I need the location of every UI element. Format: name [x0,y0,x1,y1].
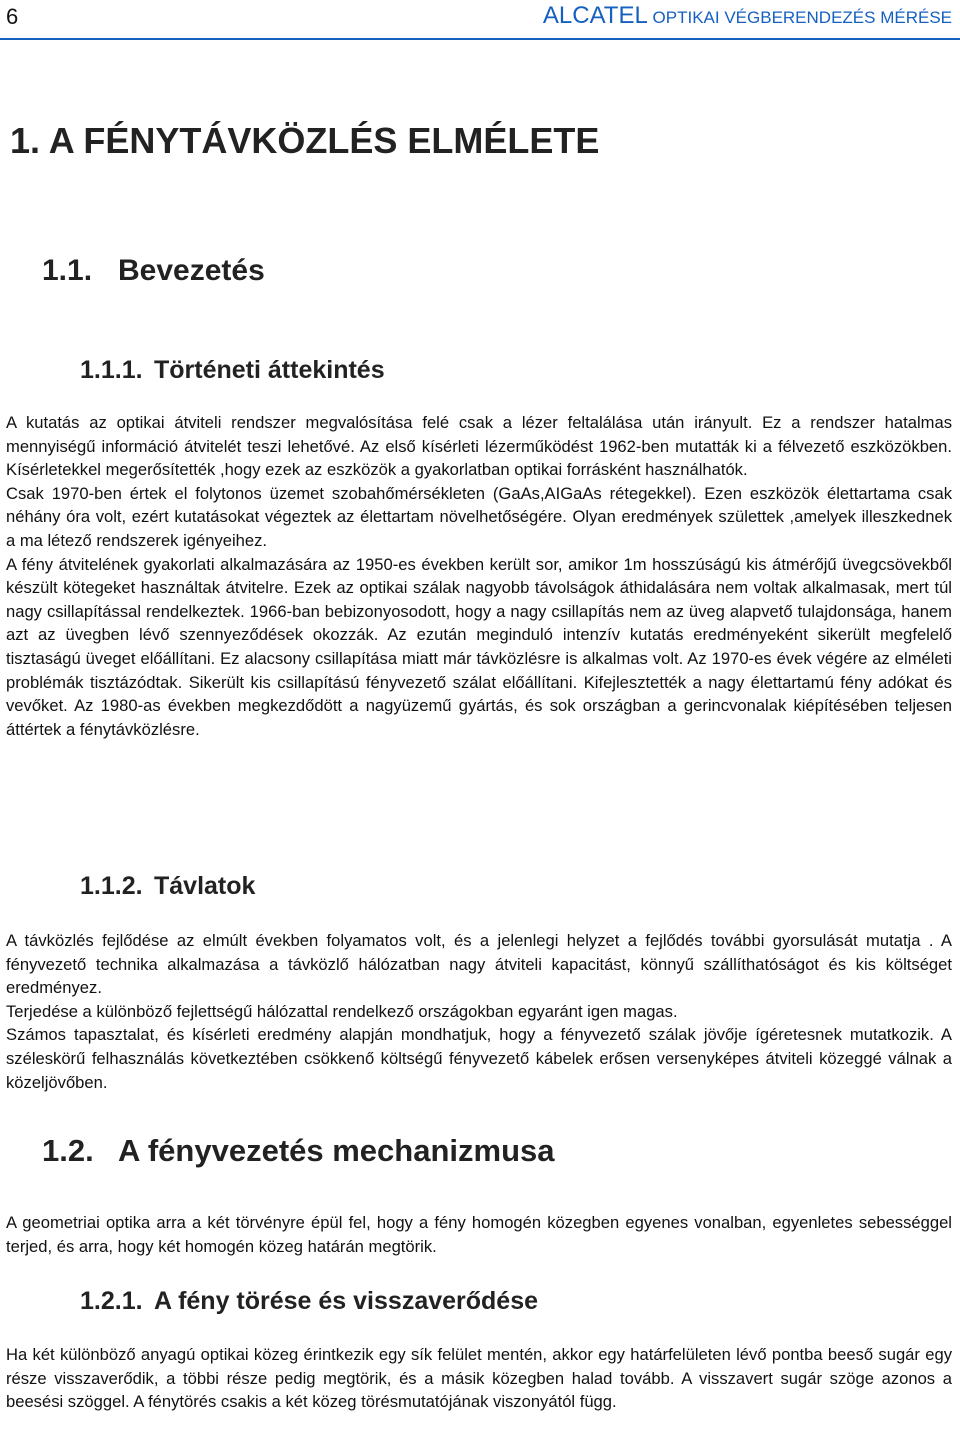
running-title-rest: OPTIKAI VÉGBERENDEZÉS MÉRÉSE [647,8,952,27]
paragraph: Számos tapasztalat, és kísérleti eredmény alapján mondhatjuk, hogy a fényvezető szálak jövője ígéretesnek mutatkozik. A széleskörű felhasználás következtében csökkenő költségű fényvezető kábelek erősen versenyképes átviteli közeggé válnak a közeljövőben. [6,1025,952,1092]
body-text-mechanism [6,1211,952,1258]
body-text-outlook [6,929,952,1094]
subsection-title: A fény törése és visszaverődése [154,1287,539,1315]
running-header [0,0,960,40]
subsection-heading-1-2-1 [80,1287,538,1316]
body-text-historical [6,411,952,741]
section-heading-1-2 [42,1133,554,1169]
paragraph: A kutatás az optikai átviteli rendszer megvalósítása felé csak a lézer feltalálása után irányult. Ez a rendszer hatalmas mennyiségű információ átvitelét teszi lehetővé. Az első kísérleti lézerműködést 1962-ben mutatták ki a félvezető eszközökben. Kísérletekkel megerősítették ,hogy ezek az eszközök a gyakorlatban optikai forrásként használhatók. [6,413,952,480]
section-title: A fényvezetés mechanizmusa [118,1133,555,1168]
paragraph: Csak 1970-ben értek el folytonos üzemet szobahőmérsékleten (GaAs,AIGaAs rétegekkel). Ezen eszközök élettartama csak néhány óra volt, ezért kutatásokat végeztek az élettartam növelhetőségére. Olyan eredmények születtek ,amelyek illeszkednek a ma létező rendszerek igényeihez. [6,483,952,550]
paragraph: A fény átvitelének gyakorlati alkalmazására az 1950-es években került sor, amikor 1m hosszúságú kis átmérőjű üvegcsövekből készült kötegeket használtak átvitelre. Ezek az optikai szálak nagyobb távolságok áthidalására nem voltak alkalmasak, mert túl nagy csillapítással rendelkeztek. 1966-ban bebizonyosodott, hogy a nagy csillapítás nem az üveg alapvető tulajdonsága, hanem azt az üvegben lévő szennyeződések okozzák. Az ezután meginduló intenzív kutatás eredményeként sikerült megfelelő tisztaságú üveget előállítani. Ez alacsony csillapítása miatt már távközlésre is alkalmas volt. Az 1970-es évek végére az elméleti problémák tisztázódtak. Sikerült kis csillapítású fényvezető szálat előállítani. Kifejlesztették a nagy élettartamú fény adókat és vevőket. Az 1980-as években megkezdődött a nagyüzemű gyártás, és sok országban a gerincvonalak kiépítésében teljesen áttértek a fénytávközlésre. [6,554,952,739]
paragraph: A geometriai optika arra a két törvényre épül fel, hogy a fény homogén közegben egyenes vonalban, egyenletes sebességgel terjed, és arra, hogy két homogén közeg határán megtörik. [6,1213,952,1256]
body-text-refraction [6,1343,952,1414]
running-title [543,2,952,30]
page-number: 6 [6,4,19,29]
subsection-title: Távlatok [154,872,256,900]
paragraph: A távközlés fejlődése az elmúlt években folyamatos volt, és a jelenlegi helyzet a fejlődés további gyorsulását mutatja . A fényvezető technika alkalmazása a távközlő hálózatban nagy átviteli kapacitást, könnyű szállíthatóságot és kis költséget eredményez. [6,931,952,998]
subsection-heading-1-1-2 [80,872,255,901]
paragraph: Terjedése a különböző fejlettségű hálózattal rendelkező országokban egyaránt igen magas. [6,1001,678,1021]
section-number: 1.2. [42,1133,94,1168]
paragraph: Ha két különböző anyagú optikai közeg érintkezik egy sík felület mentén, akkor egy határfelületen lévő pontba beeső sugár egy része visszaverődik, a többi része pedig megtörik, és a másik közegben halad tovább. A visszavert sugár szöge azonos a beesési szöggel. A fénytörés csakis a két közeg törésmutatójának viszonyától függ. [6,1345,952,1412]
running-title-first: ALCATEL [542,2,648,29]
header-rule [0,38,960,40]
subsection-number: 1.1.1. [80,356,143,384]
subsection-number: 1.1.2. [80,872,143,900]
subsection-number: 1.2.1. [80,1287,143,1315]
section-title: Bevezetés [118,254,265,287]
subsection-title: Történeti áttekintés [154,356,385,384]
chapter-title: 1. A FÉNYTÁVKÖZLÉS ELMÉLETE [10,120,600,161]
subsection-heading-1-1-1 [80,356,385,385]
section-heading-1-1 [42,254,265,288]
section-number: 1.1. [42,254,93,287]
